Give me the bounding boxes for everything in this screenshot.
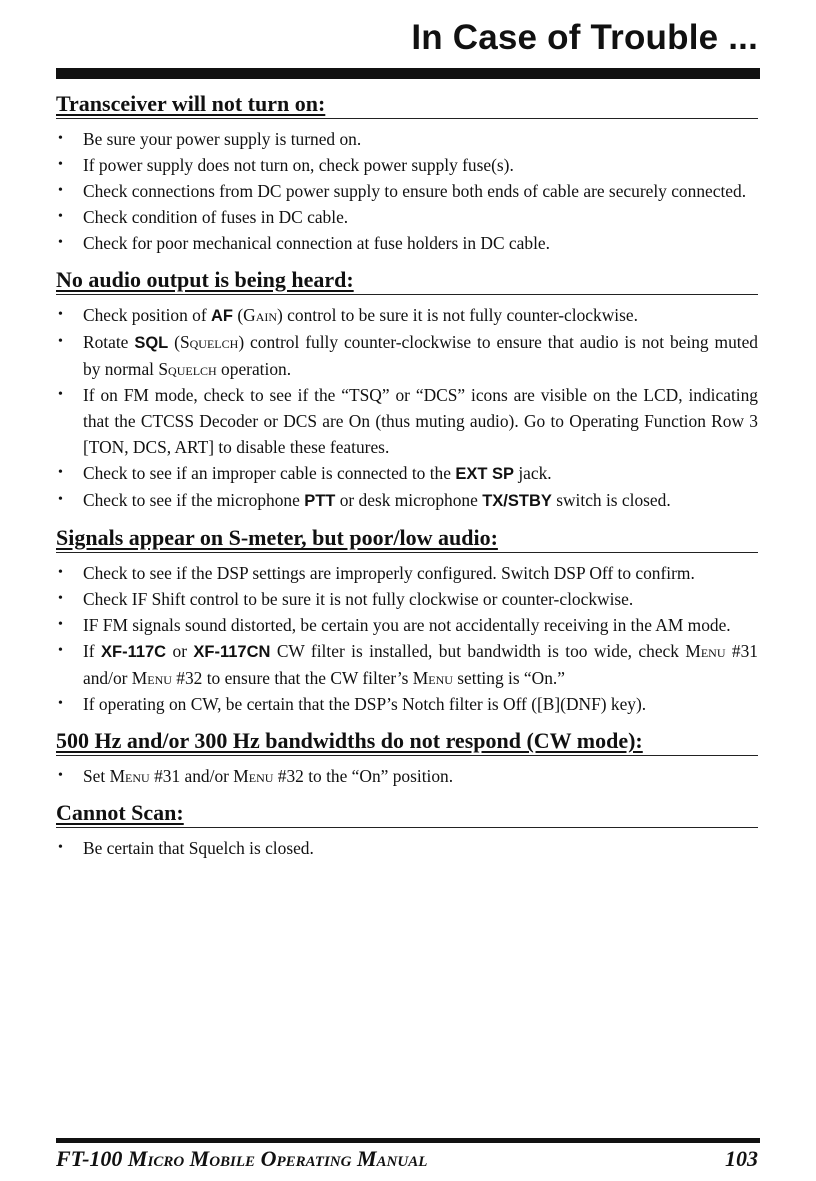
text-run: jack. (514, 463, 552, 483)
text-run: If on FM mode, check to see if the “TSQ” or “DCS” icons are visible on the LCD, indicating that the CTCSS Decoder or DCS are On (thus muting audio). Go to Operating Function Row 3 [TON, DCS, ART] to disable these features. (83, 385, 758, 457)
list-item (56, 152, 758, 178)
text-run: #31 and/or (149, 766, 234, 786)
control-label: EXT SP (455, 465, 514, 483)
list-item (56, 460, 758, 487)
list-item (56, 230, 758, 256)
small-caps-term: Menu (233, 766, 274, 786)
section-heading (56, 795, 758, 828)
text-run: #32 to the “On” position. (273, 766, 454, 786)
text-run: Check connections from DC power supply to ensure both ends of cable are securely connected. (83, 181, 747, 201)
small-caps-term: Menu (412, 668, 453, 688)
bullet-list (56, 560, 758, 717)
trouble-section (56, 723, 758, 789)
section-heading-text: Signals appear on S-meter, but poor/low audio: (56, 525, 498, 550)
small-caps-term: Menu (131, 668, 172, 688)
list-item (56, 329, 758, 382)
text-run: Check IF Shift control to be sure it is not fully clockwise or counter-clockwise. (83, 589, 634, 609)
small-caps-term: Menu (109, 766, 150, 786)
trouble-section (56, 262, 758, 514)
small-caps-term: Menu (685, 641, 726, 661)
list-item (56, 691, 758, 717)
footer-manual-title: FT-100 Micro Mobile Operating Manual (56, 1146, 428, 1171)
control-label: TX/STBY (482, 492, 552, 510)
section-heading (56, 723, 758, 756)
text-run: ) control to be sure it is not fully counter-clockwise. (277, 305, 638, 325)
text-run: If operating on CW, be certain that the DSP’s Notch filter is Off ([B](DNF) key). (83, 694, 647, 714)
list-item (56, 487, 758, 514)
list-item (56, 178, 758, 204)
text-run: ) control fully counter-clockwise to ensure that audio is not being muted by normal (83, 332, 759, 379)
control-label: AF (211, 307, 234, 325)
section-heading-text: No audio output is being heard: (56, 267, 354, 292)
list-item (56, 560, 758, 586)
page-title: In Case of Trouble ... (411, 18, 758, 57)
control-label: XF-117C (100, 643, 167, 661)
text-run: Check to see if an improper cable is connected to the (83, 463, 456, 483)
section-heading-text: Transceiver will not turn on: (56, 91, 326, 116)
small-caps-term: Gain (243, 305, 278, 325)
text-run: Be sure your power supply is turned on. (83, 129, 362, 149)
text-run: ( (168, 332, 180, 352)
text-run: or (166, 641, 194, 661)
list-item (56, 382, 758, 460)
title-rule (56, 68, 760, 79)
small-caps-term: Squelch (179, 332, 239, 352)
text-run: or desk microphone (335, 490, 483, 510)
text-run: Be certain that Squelch is closed. (83, 838, 314, 858)
text-run: setting is “On.” (452, 668, 565, 688)
text-run: Rotate (83, 332, 135, 352)
text-run: operation. (216, 359, 292, 379)
text-run: Check for poor mechanical connection at fuse holders in DC cable. (83, 233, 550, 253)
text-run: If (83, 641, 101, 661)
text-run: Check position of (83, 305, 212, 325)
text-run: #31 and/or (83, 641, 759, 688)
section-heading (56, 520, 758, 553)
control-label: XF-117CN (193, 643, 271, 661)
list-item (56, 763, 758, 789)
text-run: CW filter is installed, but bandwidth is too wide, check (270, 641, 686, 661)
text-run: IF FM signals sound distorted, be certain you are not accidentally receiving in the AM mode. (83, 615, 731, 635)
text-run: ( (233, 305, 244, 325)
text-run: Set (83, 766, 110, 786)
trouble-section (56, 86, 758, 256)
bullet-list (56, 302, 758, 514)
text-run: If power supply does not turn on, check power supply fuse(s). (83, 155, 514, 175)
troubleshooting-content (56, 86, 758, 867)
text-run: #32 to ensure that the CW filter’s (171, 668, 413, 688)
bullet-list (56, 835, 758, 861)
page-number: 103 (725, 1146, 758, 1171)
section-heading (56, 86, 758, 119)
section-heading-text: 500 Hz and/or 300 Hz bandwidths do not respond (CW mode): (56, 728, 643, 753)
text-run: switch is closed. (551, 490, 671, 510)
small-caps-term: Squelch (158, 359, 217, 379)
control-label: PTT (304, 492, 336, 510)
list-item (56, 638, 758, 691)
section-heading (56, 262, 758, 295)
text-run: Check to see if the microphone (83, 490, 305, 510)
bullet-list (56, 126, 758, 256)
text-run: Check condition of fuses in DC cable. (83, 207, 349, 227)
list-item (56, 126, 758, 152)
list-item (56, 302, 758, 329)
footer-rule (56, 1138, 760, 1143)
text-run: Check to see if the DSP settings are improperly configured. Switch DSP Off to confirm. (83, 563, 695, 583)
trouble-section (56, 520, 758, 717)
list-item (56, 612, 758, 638)
section-heading-text: Cannot Scan: (56, 800, 184, 825)
list-item (56, 835, 758, 861)
trouble-section (56, 795, 758, 861)
list-item (56, 204, 758, 230)
list-item (56, 586, 758, 612)
bullet-list (56, 763, 758, 789)
control-label: SQL (134, 334, 169, 352)
